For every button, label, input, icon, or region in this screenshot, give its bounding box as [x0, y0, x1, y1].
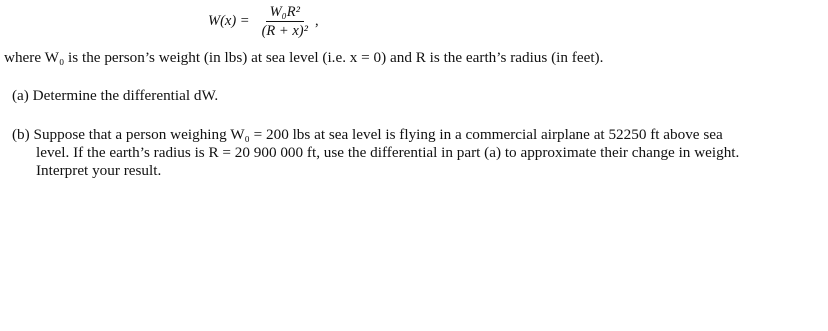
formula-fraction	[258, 4, 312, 39]
part-b-line-1: (b) Suppose that a person weighing W₀ = 200 lbs at sea level is flying in a commercial airplane at 52250 ft above sea	[12, 126, 723, 143]
part-b-line-3: Interpret your result.	[36, 162, 162, 179]
part-a-question: (a) Determine the differential dW.	[12, 87, 219, 104]
formula-comma: ,	[314, 13, 319, 29]
formula-denominator: (R + x)²	[261, 23, 308, 39]
formula-lhs: W(x) =	[208, 13, 250, 29]
part-b-line-2: level. If the earth’s radius is R = 20 900 000 ft, use the differential in part (a) to approximate their change in weight.	[36, 144, 740, 161]
formula-numerator: W₀R²	[266, 4, 304, 22]
intro-paragraph: where W₀ is the person’s weight (in lbs) at sea level (i.e. x = 0) and R is the earth’s radius (in feet).	[4, 49, 604, 66]
weight-formula	[208, 4, 319, 39]
part-b-question	[12, 126, 739, 180]
